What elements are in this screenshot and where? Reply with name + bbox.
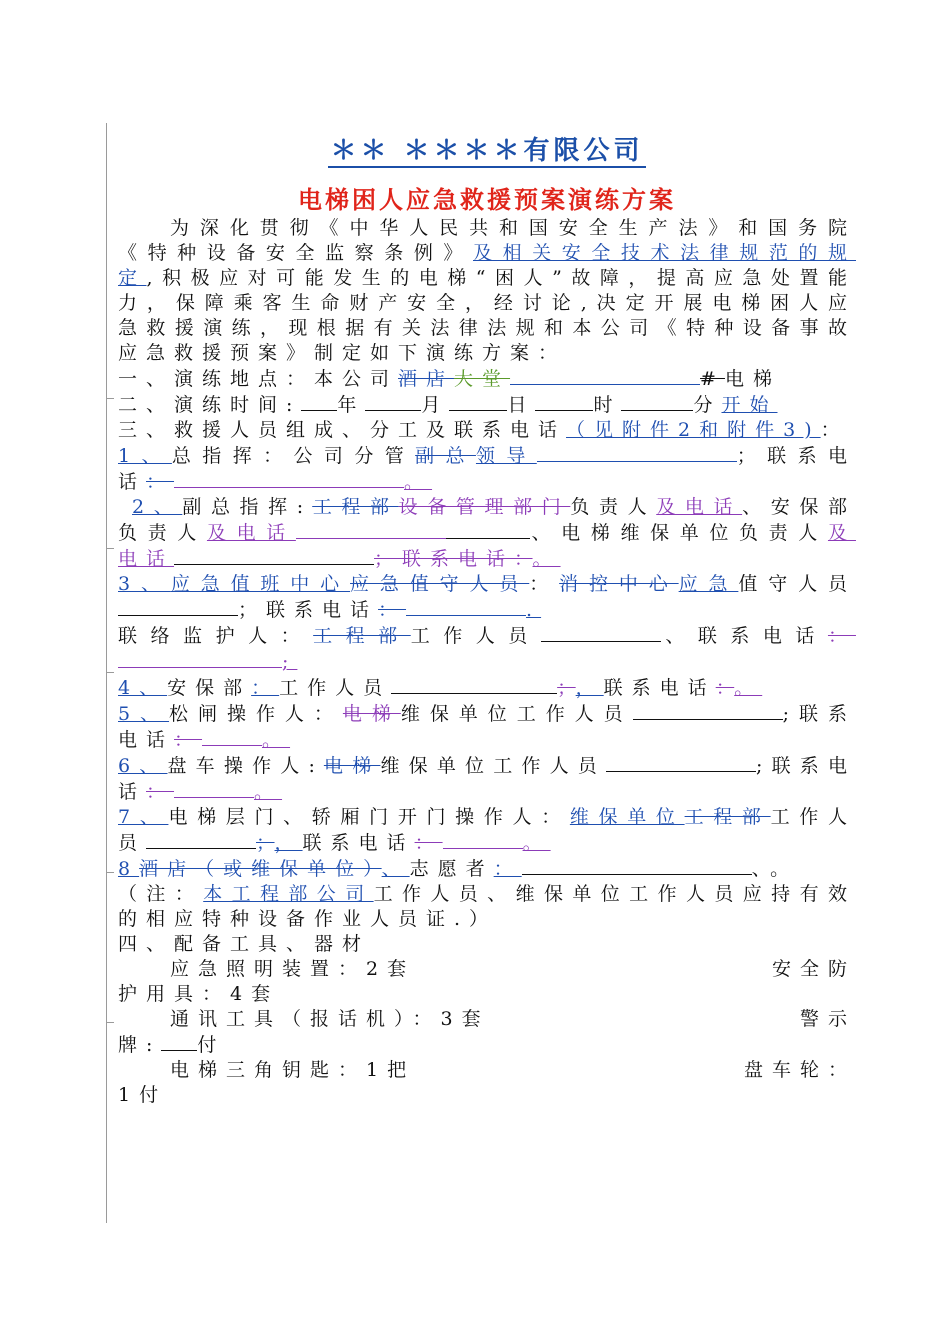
revision-bar	[106, 123, 107, 1223]
main-title: 电梯困人应急救援预案演练方案	[298, 186, 676, 214]
item-brake-release: 5、松闸操作人：电梯维保单位工作人员 ;联系电话： 。	[118, 703, 856, 751]
item-security: 4、安保部：工作人员 ；，联系电话：。	[118, 677, 763, 699]
revision-mark	[106, 672, 114, 673]
equipment-row-3-cont: 1付	[118, 1084, 168, 1106]
section-location: 一、演练地点：本公司酒店大堂 #电梯	[118, 368, 781, 390]
revision-mark	[106, 872, 114, 873]
item-hand-winding: 6、盘车操作人:电梯维保单位工作人员 ;联系电话： 。	[118, 755, 856, 803]
item-commander: 1、总指挥：公司分管副总领导 ；联系电话： 。	[118, 445, 856, 493]
item-liaison: 联络监护人：工程部工作人员 、联系电话：;	[118, 625, 856, 673]
equipment-row-2-cont: 牌: 付	[118, 1034, 226, 1056]
revision-mark	[106, 548, 114, 549]
company-title: ＊＊ ＊＊＊＊有限公司	[330, 136, 644, 166]
equipment-row-3: 电梯三角钥匙：1把 盘车轮：	[170, 1059, 856, 1081]
section-time: 二、演练时间: 年 月 日 时 分开始	[118, 394, 778, 416]
intro-paragraph: 为深化贯彻《中华人民共和国安全生产法》和国务院《特种设备安全监察条例》及相关安全技术法律规范的规定,积极应对可能发生的电梯“困人”故障，提高应急处置能力，保障乘客生命财产安全，经讨论,决定开展电梯困人应急救援演练，现根据有关法律法规和本公司《特种设备事故应急救援预案》制定如下演练方案：	[118, 217, 856, 364]
item-deputy: 2、副总指挥:工程部设备管理部门负责人及电话、安保部负责人及电话 、电梯维保单位负责人及电话 ；联系电话：。	[118, 496, 856, 570]
section-equipment-title: 四、配备工具、器材	[118, 933, 371, 955]
equipment-row-1: 应急照明装置：2套 安全防	[170, 958, 856, 980]
revision-mark	[106, 398, 114, 399]
equipment-row-1-cont: 护用具：4套	[118, 983, 280, 1005]
equipment-row-2: 通讯工具（报话机）：3套 警示	[170, 1008, 856, 1030]
revision-mark	[106, 1022, 114, 1023]
section-staff: 三、救援人员组成、分工及联系电话（见附件2和附件3)：	[118, 419, 849, 441]
document-page	[118, 128, 856, 1108]
note: （注：本工程部公司工作人员、维保单位工作人员应持有效的相应特种设备作业人员证.）	[118, 883, 856, 930]
item-door-operator: 7、电梯层门、轿厢门开门操作人：维保单位工程部工作人员 ；，联系电话： 。	[118, 806, 856, 854]
item-duty-center: 3、应急值班中心应急值守人员：消控中心应急值守人员；联系电话： .	[118, 573, 856, 621]
item-volunteers: 8酒店（或维保单位）、志愿者： 、。	[118, 858, 799, 880]
